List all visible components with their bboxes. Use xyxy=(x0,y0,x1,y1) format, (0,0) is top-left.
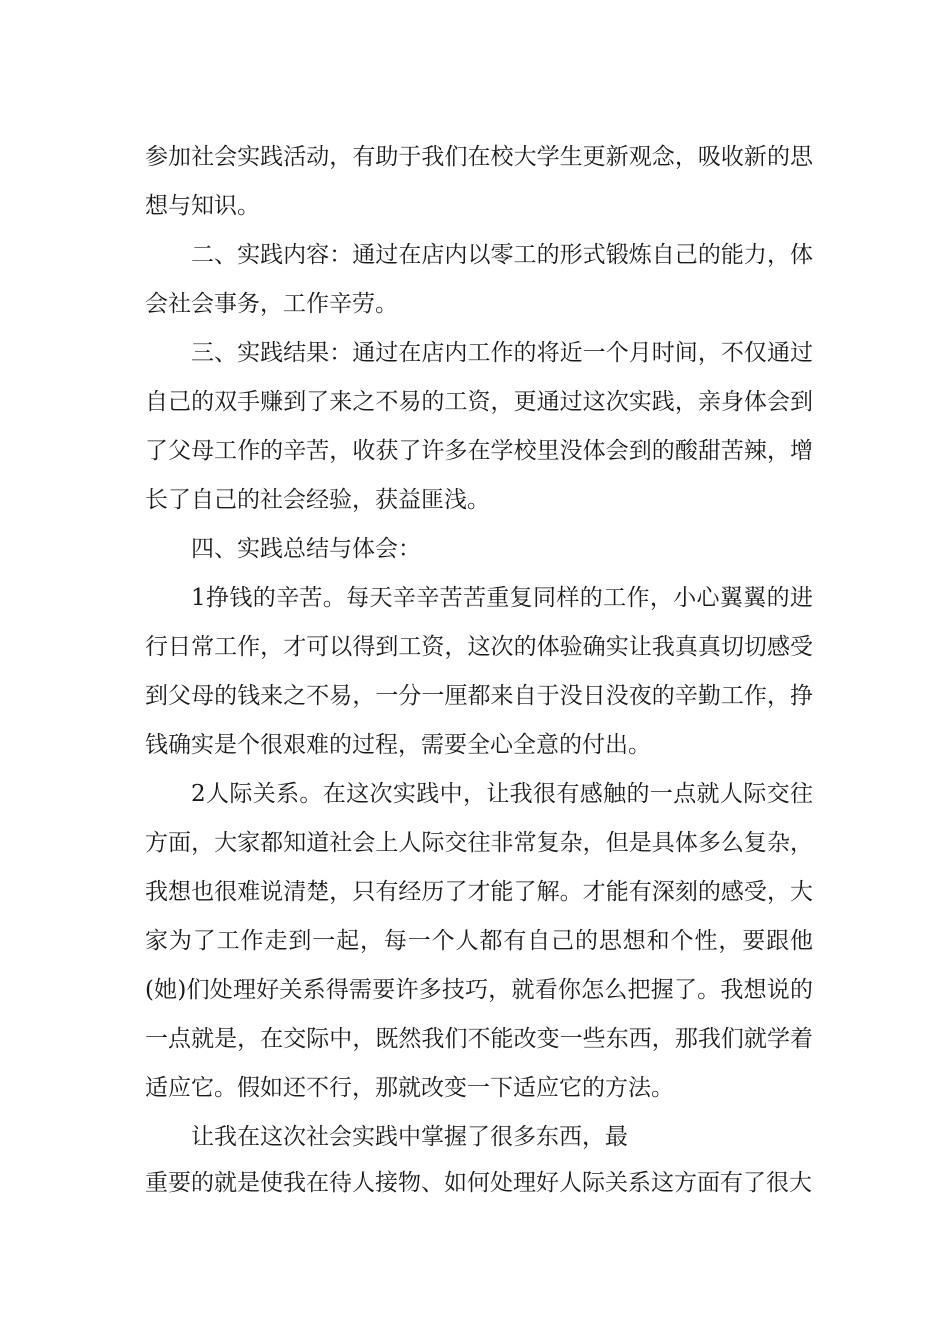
paragraph-intro: 参加社会实践活动，有助于我们在校大学生更新观念，吸收新的思想与知识。 xyxy=(145,144,813,219)
paragraph-practice-results: 三、实践结果：通过在店内工作的将近一个月时间，不仅通过自己的双手赚到了来之不易的工资，更通过这次实践，亲身体会到了父母工作的辛苦，收获了许多在学校里没体会到的酸甜苦辣，增长了自己的社会经验，获益匪浅。 xyxy=(145,340,813,513)
paragraph-practice-content: 二、实践内容：通过在店内以零工的形式锻炼自己的能力，体会社会事务，工作辛劳。 xyxy=(145,242,813,317)
paragraph-interpersonal: 2人际关系。在这次实践中，让我很有感触的一点就人际交往方面，大家都知道社会上人际交往非常复杂，但是具体多么复杂，我想也很难说清楚，只有经历了才能了解。才能有深刻的感受，大家为了工作走到一起，每一个人都有自己的思想和个性，要跟他(她)们处理好关系得需要许多技巧，就看你怎么把握了。我想说的一点就是，在交际中，既然我们不能改变一些东西，那我们就学着适应它。假如还不行，那就改变一下适应它的方法。 xyxy=(145,781,813,1101)
paragraph-continuation: 重要的就是使我在待人接物、如何处理好人际关系这方面有了很大 xyxy=(145,1170,812,1196)
paragraph-learned: 让我在这次社会实践中掌握了很多东西，最 xyxy=(191,1124,628,1150)
paragraph-earning-hardship: 1挣钱的辛苦。每天辛辛苦苦重复同样的工作，小心翼翼的进行日常工作，才可以得到工资，这次的体验确实让我真真切切感受到父母的钱来之不易，一分一厘都来自于没日没夜的辛勤工作，挣钱确实是个很艰难的过程，需要全心全意的付出。 xyxy=(145,585,813,758)
document-body xyxy=(145,133,813,1204)
paragraph-summary-heading: 四、实践总结与体会： xyxy=(191,536,421,562)
